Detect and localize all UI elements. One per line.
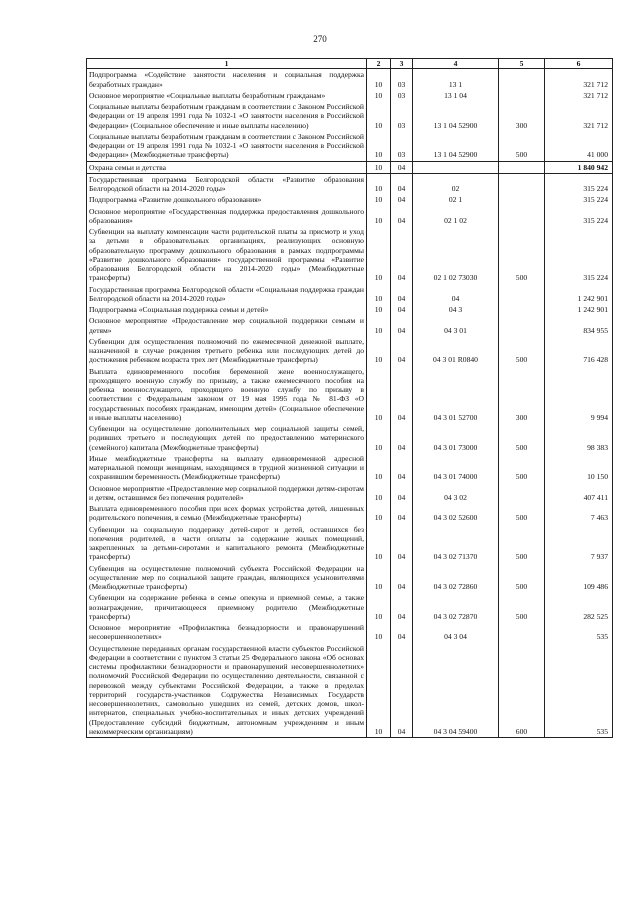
- row-name-cell: Охрана семьи и детства: [87, 161, 367, 173]
- row-subsection-code-cell: 04: [391, 563, 413, 593]
- row-section-code-cell: 10: [367, 206, 391, 227]
- row-amount-cell: 315 224: [545, 173, 613, 194]
- row-amount-cell: 1 242 901: [545, 284, 613, 305]
- row-target-article-cell: 04 3 01 74000: [413, 453, 499, 483]
- row-section-code-cell: 10: [367, 69, 391, 90]
- row-amount-cell: 7 937: [545, 524, 613, 563]
- row-amount-cell: 321 712: [545, 69, 613, 90]
- row-amount-cell: 716 428: [545, 336, 613, 366]
- row-expense-type-cell: 600: [499, 643, 545, 738]
- table-row: [87, 101, 613, 131]
- table-row: [87, 366, 613, 424]
- row-target-article-cell: 02 1: [413, 194, 499, 205]
- table-row: [87, 622, 613, 643]
- row-section-code-cell: 10: [367, 366, 391, 424]
- row-name-cell: Выплата единовременного пособия беременной жене военнослужащего, проходящего военную службу по призыву, а также ежемесячного пособия на ребенка военнослужащего, проходящего военную службу по призыву в соответствии с Федеральным законом от 19 мая 1995 года № 81-ФЗ «О государственных пособиях гражданам, имеющим детей» (Социальное обеспечение и иные выплаты населению): [87, 366, 367, 424]
- row-target-article-cell: [413, 161, 499, 173]
- column-header: 1: [87, 59, 367, 69]
- table-row: [87, 69, 613, 90]
- row-subsection-code-cell: 04: [391, 483, 413, 504]
- column-header: 6: [545, 59, 613, 69]
- row-subsection-code-cell: 03: [391, 131, 413, 161]
- row-name-cell: Иные межбюджетные трансферты на выплату единовременной адресной материальной помощи женщинам, находящимся в трудной жизненной ситуации и сохранившим беременность (Межбюджетные трансферты): [87, 453, 367, 483]
- row-subsection-code-cell: 04: [391, 315, 413, 336]
- row-target-article-cell: 02 1 02: [413, 206, 499, 227]
- column-header: 5: [499, 59, 545, 69]
- page-number: 270: [313, 34, 327, 44]
- row-name-cell: Основное мероприятие «Предоставление мер социальной поддержки семьям и детям»: [87, 315, 367, 336]
- table-row: [87, 90, 613, 101]
- row-subsection-code-cell: 04: [391, 643, 413, 738]
- row-name-cell: Субвенции на социальную поддержку детей-сирот и детей, оставшихся без попечения родителей, в части оплаты за содержание жилых помещений, закрепленных за детьми-сиротами и капитального ремонта (Межбюджетные трансферты): [87, 524, 367, 563]
- table-row: [87, 284, 613, 305]
- row-expense-type-cell: [499, 161, 545, 173]
- row-target-article-cell: 04 3 01: [413, 315, 499, 336]
- row-name-cell: Государственная программа Белгородской области «Развитие образования Белгородской области на 2014-2020 годы»: [87, 173, 367, 194]
- row-name-cell: Основное мероприятие «Государственная поддержка предоставления дошкольного образования»: [87, 206, 367, 227]
- row-section-code-cell: 10: [367, 643, 391, 738]
- row-amount-cell: 315 224: [545, 226, 613, 284]
- row-name-cell: Основное мероприятие «Социальные выплаты безработным гражданам»: [87, 90, 367, 101]
- row-section-code-cell: 10: [367, 622, 391, 643]
- row-name-cell: Подпрограмма «Развитие дошкольного образования»: [87, 194, 367, 205]
- row-expense-type-cell: 500: [499, 503, 545, 524]
- row-target-article-cell: 04 3 02: [413, 483, 499, 504]
- row-subsection-code-cell: 04: [391, 161, 413, 173]
- row-name-cell: Субвенция на осуществление полномочий субъекта Российской Федерации на осуществление мер по социальной защите граждан, являющихся усыновителями (Межбюджетные трансферты): [87, 563, 367, 593]
- table-row: [87, 524, 613, 563]
- row-amount-cell: 98 383: [545, 423, 613, 453]
- table-row: [87, 336, 613, 366]
- row-name-cell: Подпрограмма «Содействие занятости населения и социальная поддержка безработных граждан»: [87, 69, 367, 90]
- column-header: 3: [391, 59, 413, 69]
- table-row: [87, 563, 613, 593]
- row-amount-cell: 9 994: [545, 366, 613, 424]
- row-section-code-cell: 10: [367, 483, 391, 504]
- table-row: [87, 206, 613, 227]
- row-name-cell: Социальные выплаты безработным гражданам в соответствии с Законом Российской Федерации от 19 апреля 1991 года № 1032-1 «О занятости населения в Российской Федерации» (Социальное обеспечение и иные выплаты населению): [87, 101, 367, 131]
- row-expense-type-cell: 500: [499, 563, 545, 593]
- row-expense-type-cell: [499, 304, 545, 315]
- row-target-article-cell: 04 3 01 73000: [413, 423, 499, 453]
- row-amount-cell: 407 411: [545, 483, 613, 504]
- row-expense-type-cell: 500: [499, 592, 545, 622]
- row-target-article-cell: 13 1 04 52900: [413, 131, 499, 161]
- row-subsection-code-cell: 04: [391, 453, 413, 483]
- row-expense-type-cell: [499, 173, 545, 194]
- row-section-code-cell: 10: [367, 194, 391, 205]
- row-expense-type-cell: 500: [499, 336, 545, 366]
- row-section-code-cell: 10: [367, 173, 391, 194]
- row-amount-cell: 282 525: [545, 592, 613, 622]
- row-name-cell: Субвенции на содержание ребенка в семье опекуна и приемной семье, а также вознаграждение, причитающееся приемному родителю (Межбюджетные трансферты): [87, 592, 367, 622]
- row-target-article-cell: 13 1 04: [413, 90, 499, 101]
- row-target-article-cell: 04 3 02 52600: [413, 503, 499, 524]
- table-row: [87, 423, 613, 453]
- row-subsection-code-cell: 04: [391, 206, 413, 227]
- row-target-article-cell: 02 1 02 73030: [413, 226, 499, 284]
- row-amount-cell: 315 224: [545, 206, 613, 227]
- row-name-cell: Подпрограмма «Социальная поддержка семьи и детей»: [87, 304, 367, 315]
- row-subsection-code-cell: 04: [391, 194, 413, 205]
- row-target-article-cell: 04 3 02 72870: [413, 592, 499, 622]
- row-expense-type-cell: [499, 206, 545, 227]
- row-subsection-code-cell: 04: [391, 622, 413, 643]
- row-amount-cell: 834 955: [545, 315, 613, 336]
- row-name-cell: Субвенции для осуществления полномочий по ежемесячной денежной выплате, назначенной в случае рождения третьего ребенка или последующих детей до достижения ребенком возраста трех лет (Межбюджетные трансферты): [87, 336, 367, 366]
- table-row: [87, 194, 613, 205]
- row-subsection-code-cell: 04: [391, 366, 413, 424]
- row-amount-cell: 41 000: [545, 131, 613, 161]
- row-name-cell: Осуществление переданных органам государственной власти субъектов Российской Федерации в соответствии с пунктом 3 статьи 25 Федерального закона «Об основах системы профилактики безнадзорности и правонарушений несовершеннолетних» полномочий Российской Федерации по осуществлению деятельности, связанной с перевозкой между субъектами Российской Федерации, а также в пределах территорий государств-участников Содружества Независимых Государств несовершеннолетних, самовольно ушедших из семей, детских домов, школ-интернатов, специальных учебно-воспитательных и иных детских учреждений (Предоставление субсидий бюджетным, автономным учреждениям и иным некоммерческим организациям): [87, 643, 367, 738]
- table-row: [87, 592, 613, 622]
- budget-table: [86, 58, 613, 738]
- row-target-article-cell: 04 3: [413, 304, 499, 315]
- table-row: [87, 453, 613, 483]
- row-subsection-code-cell: 04: [391, 304, 413, 315]
- row-expense-type-cell: 500: [499, 453, 545, 483]
- row-target-article-cell: 04 3 04 59400: [413, 643, 499, 738]
- row-name-cell: Социальные выплаты безработным гражданам в соответствии с Законом Российской Федерации от 19 апреля 1991 года № 1032-1 «О занятости населения в Российской Федерации» (Межбюджетные трансферты): [87, 131, 367, 161]
- row-amount-cell: 109 486: [545, 563, 613, 593]
- row-target-article-cell: 13 1: [413, 69, 499, 90]
- row-amount-cell: 315 224: [545, 194, 613, 205]
- row-section-code-cell: 10: [367, 101, 391, 131]
- table-row: [87, 503, 613, 524]
- row-section-code-cell: 10: [367, 592, 391, 622]
- row-section-code-cell: 10: [367, 161, 391, 173]
- row-section-code-cell: 10: [367, 315, 391, 336]
- row-section-code-cell: 10: [367, 284, 391, 305]
- row-expense-type-cell: 500: [499, 423, 545, 453]
- row-name-cell: Основное мероприятие «Профилактика безнадзорности и правонарушений несовершеннолетних»: [87, 622, 367, 643]
- table-row: [87, 643, 613, 738]
- row-subsection-code-cell: 04: [391, 423, 413, 453]
- row-section-code-cell: 10: [367, 423, 391, 453]
- row-subsection-code-cell: 03: [391, 90, 413, 101]
- table-row: [87, 315, 613, 336]
- table-body: [87, 69, 613, 738]
- row-expense-type-cell: [499, 90, 545, 101]
- table-row: [87, 131, 613, 161]
- row-amount-cell: 535: [545, 643, 613, 738]
- row-subsection-code-cell: 03: [391, 101, 413, 131]
- row-subsection-code-cell: 04: [391, 592, 413, 622]
- row-subsection-code-cell: 04: [391, 226, 413, 284]
- row-subsection-code-cell: 04: [391, 524, 413, 563]
- row-name-cell: Выплата единовременного пособия при всех формах устройства детей, лишенных родительского попечения, в семью (Межбюджетные трансферты): [87, 503, 367, 524]
- row-target-article-cell: 04 3 01 52700: [413, 366, 499, 424]
- row-expense-type-cell: 300: [499, 366, 545, 424]
- row-target-article-cell: 04 3 04: [413, 622, 499, 643]
- row-amount-cell: 1 242 901: [545, 304, 613, 315]
- row-target-article-cell: 04 3 01 R0840: [413, 336, 499, 366]
- row-target-article-cell: 02: [413, 173, 499, 194]
- table-header-row: [87, 59, 613, 69]
- table-section-row: [87, 161, 613, 173]
- row-expense-type-cell: [499, 69, 545, 90]
- row-expense-type-cell: 300: [499, 101, 545, 131]
- row-amount-cell: 1 840 942: [545, 161, 613, 173]
- row-section-code-cell: 10: [367, 524, 391, 563]
- column-header: 4: [413, 59, 499, 69]
- table-row: [87, 304, 613, 315]
- row-subsection-code-cell: 04: [391, 173, 413, 194]
- table-row: [87, 173, 613, 194]
- row-expense-type-cell: [499, 315, 545, 336]
- row-target-article-cell: 04 3 02 71370: [413, 524, 499, 563]
- row-subsection-code-cell: 04: [391, 284, 413, 305]
- row-section-code-cell: 10: [367, 90, 391, 101]
- row-amount-cell: 10 150: [545, 453, 613, 483]
- row-expense-type-cell: 500: [499, 226, 545, 284]
- row-section-code-cell: 10: [367, 304, 391, 315]
- row-subsection-code-cell: 03: [391, 69, 413, 90]
- row-name-cell: Субвенции на выплату компенсации части родительской платы за присмотр и уход за детьми в образовательных организациях, реализующих основную образовательную программу дошкольного образования в рамках подпрограммы «Развитие дошкольного образования» государственной программы «Развитие образования Белгородской области на 2014-2020 годы» (Межбюджетные трансферты): [87, 226, 367, 284]
- row-section-code-cell: 10: [367, 503, 391, 524]
- row-expense-type-cell: [499, 483, 545, 504]
- row-target-article-cell: 04 3 02 72860: [413, 563, 499, 593]
- row-target-article-cell: 04: [413, 284, 499, 305]
- row-section-code-cell: 10: [367, 563, 391, 593]
- row-amount-cell: 7 463: [545, 503, 613, 524]
- row-section-code-cell: 10: [367, 131, 391, 161]
- row-expense-type-cell: [499, 194, 545, 205]
- row-amount-cell: 321 712: [545, 101, 613, 131]
- row-expense-type-cell: 500: [499, 131, 545, 161]
- row-expense-type-cell: 500: [499, 524, 545, 563]
- row-amount-cell: 535: [545, 622, 613, 643]
- column-header: 2: [367, 59, 391, 69]
- table-row: [87, 483, 613, 504]
- table-row: [87, 226, 613, 284]
- row-subsection-code-cell: 04: [391, 336, 413, 366]
- row-amount-cell: 321 712: [545, 90, 613, 101]
- row-expense-type-cell: [499, 284, 545, 305]
- row-subsection-code-cell: 04: [391, 503, 413, 524]
- row-section-code-cell: 10: [367, 226, 391, 284]
- row-section-code-cell: 10: [367, 336, 391, 366]
- row-name-cell: Основное мероприятие «Предоставление мер социальной поддержки детям-сиротам и детям, оставшимся без попечения родителей»: [87, 483, 367, 504]
- row-section-code-cell: 10: [367, 453, 391, 483]
- row-name-cell: Государственная программа Белгородской области «Социальная поддержка граждан Белгородской области на 2014-2020 годы»: [87, 284, 367, 305]
- row-name-cell: Субвенции на осуществление дополнительных мер социальной защиты семей, родивших третьего и последующих детей по предоставлению материнского (семейного) капитала (Межбюджетные трансферты): [87, 423, 367, 453]
- row-target-article-cell: 13 1 04 52900: [413, 101, 499, 131]
- row-expense-type-cell: [499, 622, 545, 643]
